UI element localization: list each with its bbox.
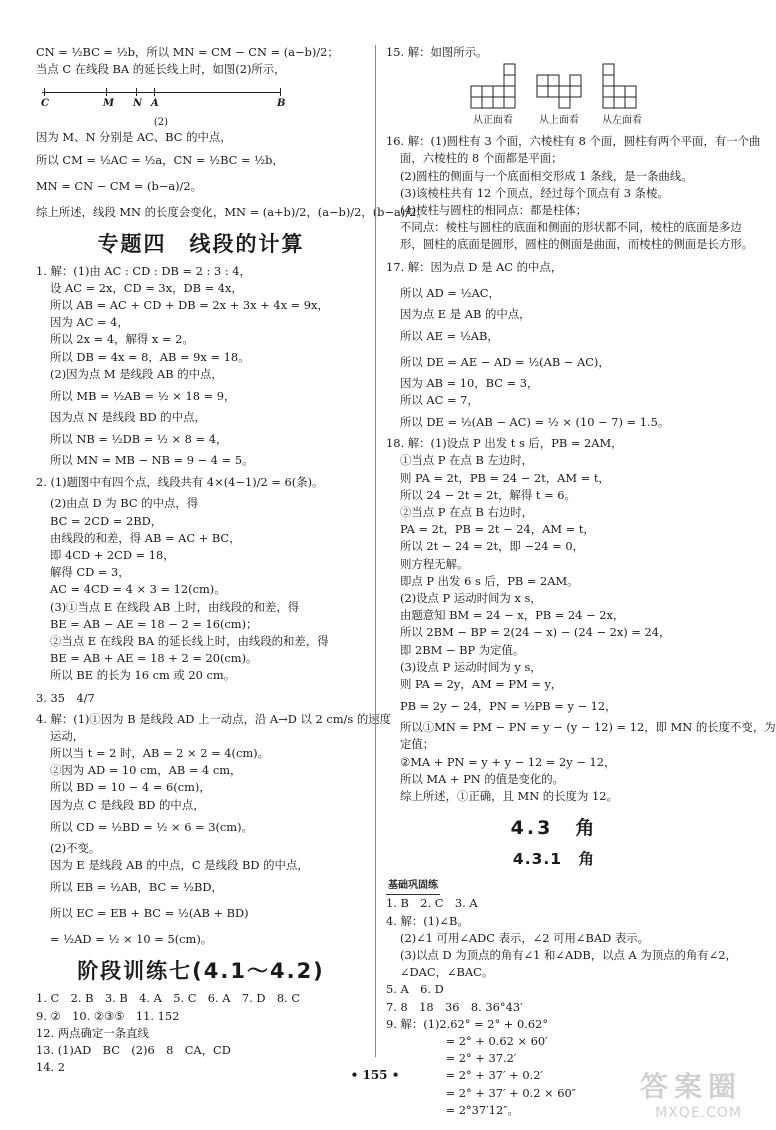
text-line: ②当点 E 在线段 BA 的延长线上时，由线段的和差，得	[50, 634, 329, 649]
text-line: 1. C 2. B 3. B 4. A 5. C 6. A 7. D 8. C	[36, 991, 301, 1006]
text-line: 所以 2BM − BP = 2(24 − x) − (24 − 2x) = 24，	[400, 625, 671, 640]
text-line: ∠DAC，∠BAC。	[400, 965, 494, 980]
point-label: C	[41, 98, 49, 110]
text-line: 5. A 6. D	[386, 982, 444, 997]
text-line: 2. (1)题图中有四个点，线段共有 4×(4−1)/2 = 6(条)。	[36, 475, 324, 490]
text-line: ②当点 P 在点 B 右边时，	[400, 505, 534, 520]
text-line: 则方程无解。	[400, 556, 469, 571]
text-line: 15. 解：如图所示。	[386, 45, 488, 59]
segment-tick	[280, 88, 281, 96]
text-line: 即 2BM − BP 为定值。	[400, 642, 525, 657]
text-line: 所以 EB = ½AB，BC = ½BD，	[50, 880, 223, 895]
watermark-url: MXQE.COM	[655, 1105, 742, 1121]
page-number: • 155 •	[350, 1068, 400, 1082]
text-line: 18. 解：(1)设点 P 出发 t s 后，PB = 2AM，	[386, 436, 623, 451]
text-line: 9. 解：(1)2.62° = 2° + 0.62°	[386, 1016, 549, 1031]
text-line: 即 4CD + 2CD = 18，	[50, 548, 175, 563]
subsection-title: 4.3.1 角	[512, 850, 596, 869]
segment-tick	[136, 88, 137, 96]
text-line: 所以 AE = ½AB，	[400, 328, 499, 343]
text-line: 所以 EC = EB + BC = ½(AB + BD)	[50, 906, 249, 921]
text-line: 所以 MA + PN 的值是变化的。	[400, 771, 565, 786]
text-line: (3)以点 D 为顶点的角有∠1 和∠ADB，以点 A 为顶点的角有∠2，	[400, 947, 737, 962]
cube-view-drawing	[602, 63, 642, 109]
view-label: 从左面看	[602, 115, 642, 127]
text-line: 解得 CD = 3，	[50, 565, 130, 580]
text-line: 由题意知 BM = 24 − x，PB = 24 − 2x，	[400, 608, 625, 623]
text-line: 因为 AB = 10，BC = 3，	[400, 375, 539, 390]
text-line: (3)设点 P 运动时间为 y s，	[400, 659, 542, 674]
text-line: (3)该棱柱共有 12 个顶点，经过每个顶点有 3 条棱。	[400, 185, 669, 200]
text-line: 因为 E 是线段 AB 的中点，C 是线段 BD 的中点，	[50, 858, 309, 873]
text-line: 所以 CM = ½AC = ½a，CN = ½BC = ½b，	[36, 152, 284, 167]
text-line: 综上所述，线段 MN 的长度会变化，MN = (a+b)/2，(a−b)/2，(b−a)/2。	[36, 204, 428, 219]
text-line: 面，六棱柱的 8 个面都是平面；	[400, 151, 563, 166]
watermark	[592, 1070, 742, 1126]
text-line: = 2° + 0.62 × 60′	[400, 1033, 548, 1048]
point-label: B	[277, 98, 286, 110]
text-line: 因为 AC = 4，	[50, 315, 129, 330]
text-line: = 2°37′12″。	[400, 1102, 519, 1117]
text-line: ①当点 P 在点 B 左边时，	[400, 453, 534, 468]
point-label: M	[103, 98, 115, 110]
cube-view-drawing	[470, 63, 516, 109]
text-line: 12. 两点确定一条直线	[36, 1025, 149, 1040]
view-label: 从正面看	[473, 115, 513, 127]
text-line: 由线段的和差，得 AB = AC + BC，	[50, 530, 241, 545]
text-line: 所以 24 − 2t = 2t，解得 t = 6。	[400, 487, 576, 502]
view-diagram	[602, 63, 642, 126]
segment-figure	[36, 78, 366, 116]
text-line: 即点 P 出发 6 s 后，PB = 2AM。	[400, 573, 579, 588]
text-line: AC = 4CD = 4 × 3 = 12(cm)。	[50, 582, 226, 597]
text-line: (2)设点 P 运动时间为 x s，	[400, 591, 542, 606]
column-divider	[375, 45, 376, 1057]
text-line: (2)因为点 M 是线段 AB 的中点，	[50, 366, 223, 381]
text-line: ②MA + PN = y + y − 12 = 2y − 12，	[400, 754, 616, 769]
text-line: 所以 DB = 4x = 8，AB = 9x = 18。	[50, 349, 250, 364]
text-line: 形，圆柱的底面是圆形，圆柱的侧面是曲面，而棱柱的侧面是长方形。	[400, 237, 754, 252]
text-line: 3. 35 4/7	[36, 690, 95, 705]
text-line: (2)圆柱的侧面与一个底面相交形成 1 条线，是一条曲线。	[400, 168, 693, 183]
text-line: 4. 解：(1)∠B。	[386, 913, 469, 928]
point-label: N	[133, 98, 143, 110]
text-line: 所以 CD = ½BD = ½ × 6 = 3(cm)。	[50, 819, 253, 834]
text-line: 17. 解：因为点 D 是 AC 的中点，	[386, 259, 563, 274]
segment-tick	[44, 88, 45, 96]
text-line: 所以 DE = AE − AD = ½(AB − AC)，	[400, 354, 610, 369]
text-line: PB = 2y − 24，PN = ½PB = y − 12，	[400, 699, 617, 714]
text-line: 因为点 E 是 AB 的中点，	[400, 306, 531, 321]
text-line: (2)不变。	[50, 840, 101, 855]
segment-tick	[154, 88, 155, 96]
text-line: 1. B 2. C 3. A	[386, 896, 478, 911]
cube-view-drawing	[536, 63, 582, 109]
text-line: 所以 MB = ½AB = ½ × 18 = 9，	[50, 389, 236, 404]
point-label: A	[151, 98, 159, 110]
text-line: (2)由点 D 为 BC 的中点，得	[50, 496, 199, 511]
section-title: 阶段训练七(4.1～4.2)	[77, 959, 325, 984]
text-line: 14. 2	[36, 1060, 65, 1075]
text-line: = 2° + 37.2′	[400, 1051, 517, 1066]
section-title: 专题四 线段的计算	[97, 231, 305, 256]
text-line: 则 PA = 2t，PB = 24 − 2t，AM = t，	[400, 470, 610, 485]
text-line: = 2° + 37′ + 0.2′	[400, 1068, 544, 1083]
text-line: 所以 MN = MB − NB = 9 − 4 = 5。	[50, 453, 254, 468]
text-line: 所以 NB = ½DB = ½ × 8 = 4，	[50, 432, 228, 447]
section-label: 基础巩固练	[386, 878, 440, 895]
text-line: 所以 BD = 10 − 4 = 6(cm)，	[50, 780, 211, 795]
text-line: 设 AC = 2x，CD = 3x，DB = 4x，	[50, 280, 243, 295]
text-line: (4)棱柱与圆柱的相同点：都是柱体；	[400, 203, 587, 218]
text-line: CN = ½BC = ½b，所以 MN = CM − CN = (a−b)/2；	[36, 45, 339, 59]
text-line: 4. 解：(1)①因为 B 是线段 AD 上一动点，沿 A→D 以 2 cm/s 的速度	[36, 711, 391, 726]
text-line: 所以 2x = 4，解得 x = 2。	[50, 332, 194, 347]
text-line: 9. ② 10. ②③⑤ 11. 152	[36, 1008, 180, 1023]
watermark-logo: 答案圈	[639, 1070, 742, 1103]
text-line: 所以 AC = 7，	[400, 393, 479, 408]
text-line: (3)①当点 E 在线段 AB 上时，由线段的和差，得	[50, 599, 300, 614]
text-line: BE = AB − AE = 18 − 2 = 16(cm)；	[50, 616, 258, 631]
text-line: 1. 解：(1)由 AC : CD : DB = 2 : 3 : 4，	[36, 263, 251, 278]
text-line: 因为点 C 是线段 BD 的中点，	[50, 797, 205, 812]
text-line: 13. (1)AD BC (2)6 8 CA，CD	[36, 1042, 231, 1057]
text-line: MN = CN − CM = (b−a)/2。	[36, 178, 203, 193]
text-line: (2)∠1 可用∠ADC 表示，∠2 可用∠BAD 表示。	[400, 930, 649, 945]
text-line: 所以 2t − 24 = 2t，即 −24 = 0，	[400, 539, 584, 554]
text-line: 所以 AB = AC + CD + DB = 2x + 3x + 4x = 9x，	[50, 298, 329, 313]
text-line: 运动，	[50, 728, 85, 743]
view-label: 从上面看	[539, 115, 579, 127]
segment-line	[42, 92, 280, 93]
text-line: ②因为 AD = 10 cm，AB = 4 cm，	[50, 763, 242, 778]
view-diagram	[536, 63, 582, 126]
text-line: PA = 2t，PB = 2t − 24，AM = t，	[400, 522, 595, 537]
text-line: BE = AB + AE = 18 + 2 = 20(cm)。	[50, 651, 258, 666]
text-line: 则 PA = 2y，AM = PM = y，	[400, 677, 563, 692]
three-views-figure	[386, 63, 722, 129]
text-line: 当点 C 在线段 BA 的延长线上时，如图(2)所示，	[36, 62, 286, 77]
text-line: 所以当 t = 2 时，AB = 2 × 2 = 4(cm)。	[50, 746, 269, 761]
right-column	[386, 44, 776, 1119]
segment-tick	[106, 88, 107, 96]
chapter-title: 4.3 角	[510, 817, 598, 840]
text-line: 不同点：棱柱与圆柱的底面和侧面的形状都不同，棱柱的底面是多边	[400, 220, 742, 235]
figure-caption: (2)	[153, 117, 169, 129]
text-line: 7. 8 18 36 8. 36°43′	[386, 999, 523, 1014]
text-line: 16. 解：(1)圆柱有 3 个面，六棱柱有 8 个面，圆柱有两个平面，有一个曲	[386, 134, 761, 149]
text-line: BC = 2CD = 2BD，	[50, 513, 163, 528]
text-line: 定值；	[400, 737, 435, 752]
text-line: = ½AD = ½ × 10 = 5(cm)。	[50, 932, 213, 947]
text-line: 所以 BE 的长为 16 cm 或 20 cm。	[50, 668, 236, 683]
text-line: 因为点 N 是线段 BD 的中点，	[50, 410, 206, 425]
text-line: = 2° + 37′ + 0.2 × 60″	[400, 1085, 576, 1100]
text-line: 所以 DE = ½(AB − AC) = ½ × (10 − 7) = 1.5。	[400, 415, 670, 430]
text-line: 所以 AD = ½AC，	[400, 285, 500, 300]
section-label-row	[386, 873, 722, 895]
text-line: 因为 M、N 分别是 AC、BC 的中点，	[36, 130, 232, 145]
view-diagram	[470, 63, 516, 126]
text-line: 所以①MN = PM − PN = y − (y − 12) = 12，即 MN 的长度不变，为	[400, 720, 776, 735]
text-line: 综上所述，①正确，且 MN 的长度为 12。	[400, 789, 618, 804]
